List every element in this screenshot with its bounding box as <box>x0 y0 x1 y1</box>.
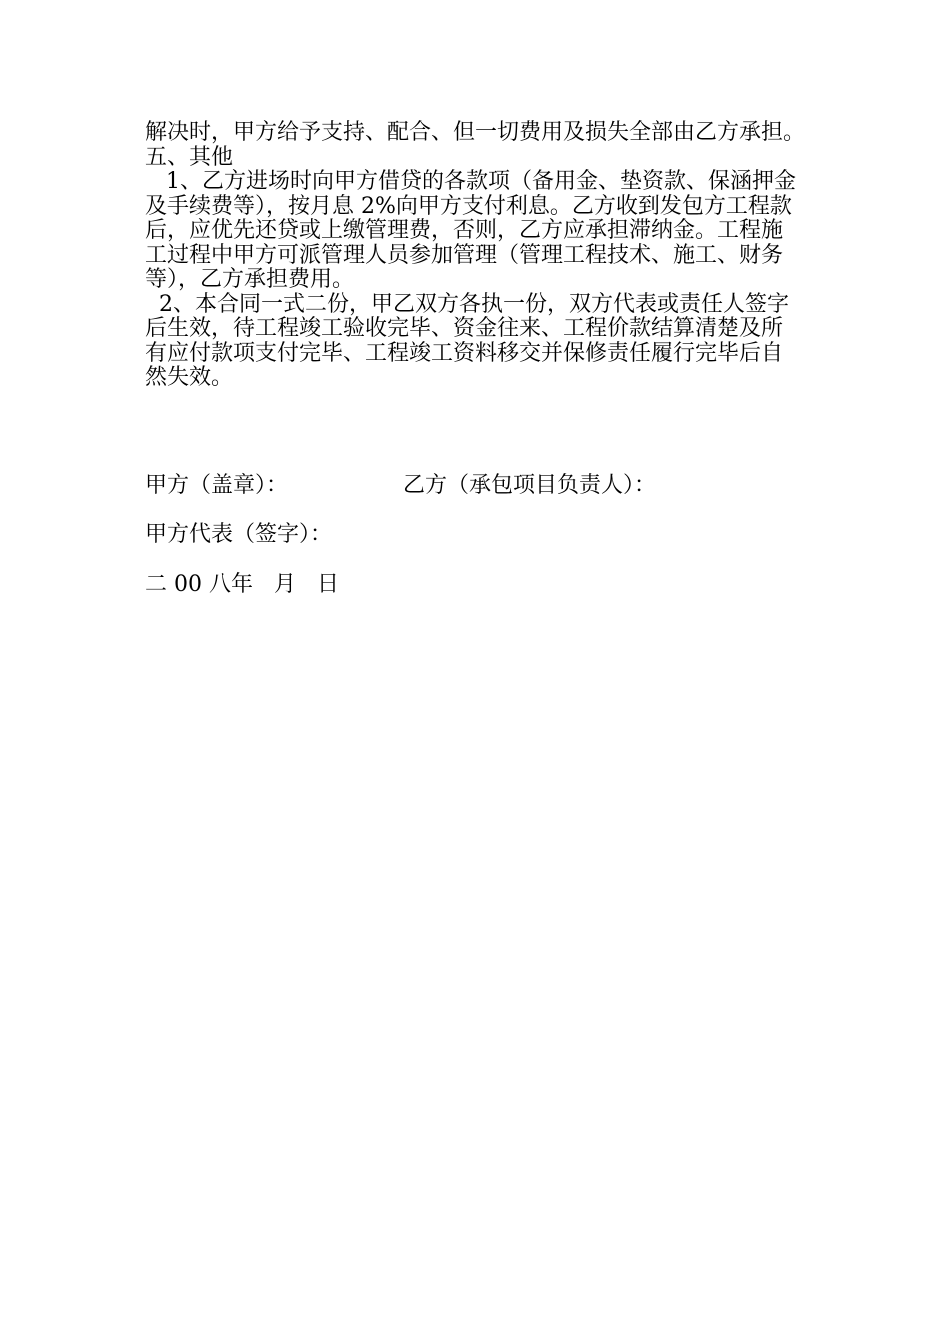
text-line-4: 及手续费等），按月息 2%向甲方支付利息。乙方收到发包方工程款 <box>145 193 792 219</box>
party-a-seal-label: 甲方（盖章）： <box>145 473 289 498</box>
text-line-10: 有应付款项支付完毕、工程竣工资料移交并保修责任履行完毕后自 <box>145 340 784 366</box>
date-line: 二 00 八年 月 日 <box>145 572 339 597</box>
contract-body <box>145 121 810 391</box>
text-line-11: 然失效。 <box>145 365 234 390</box>
section-heading-other: 五、其他 <box>145 144 234 170</box>
text-line-5: 后，应优先还贷或上缴管理费，否则，乙方应承担滞纳金。工程施 <box>145 218 784 243</box>
text-line-9: 后生效，待工程竣工验收完毕、资金往来、工程价款结算清楚及所 <box>145 316 784 341</box>
text-line-8: 2、本合同一式二份，甲乙双方各执一份，双方代表或责任人签字 <box>145 291 789 317</box>
party-b-label: 乙方（承包项目负责人）： <box>403 473 657 498</box>
text-line-6: 工过程中甲方可派管理人员参加管理（管理工程技术、施工、财务 <box>145 242 784 268</box>
text-line-3: 1、乙方进场时向甲方借贷的各款项（备用金、垫资款、保涵押金 <box>145 169 796 194</box>
party-a-rep-label: 甲方代表（签字）： <box>145 522 333 547</box>
text-line-7: 等），乙方承担费用。 <box>145 267 355 292</box>
text-line-1: 解决时，甲方给予支持、配合、但一切费用及损失全部由乙方承担。 <box>145 120 806 145</box>
